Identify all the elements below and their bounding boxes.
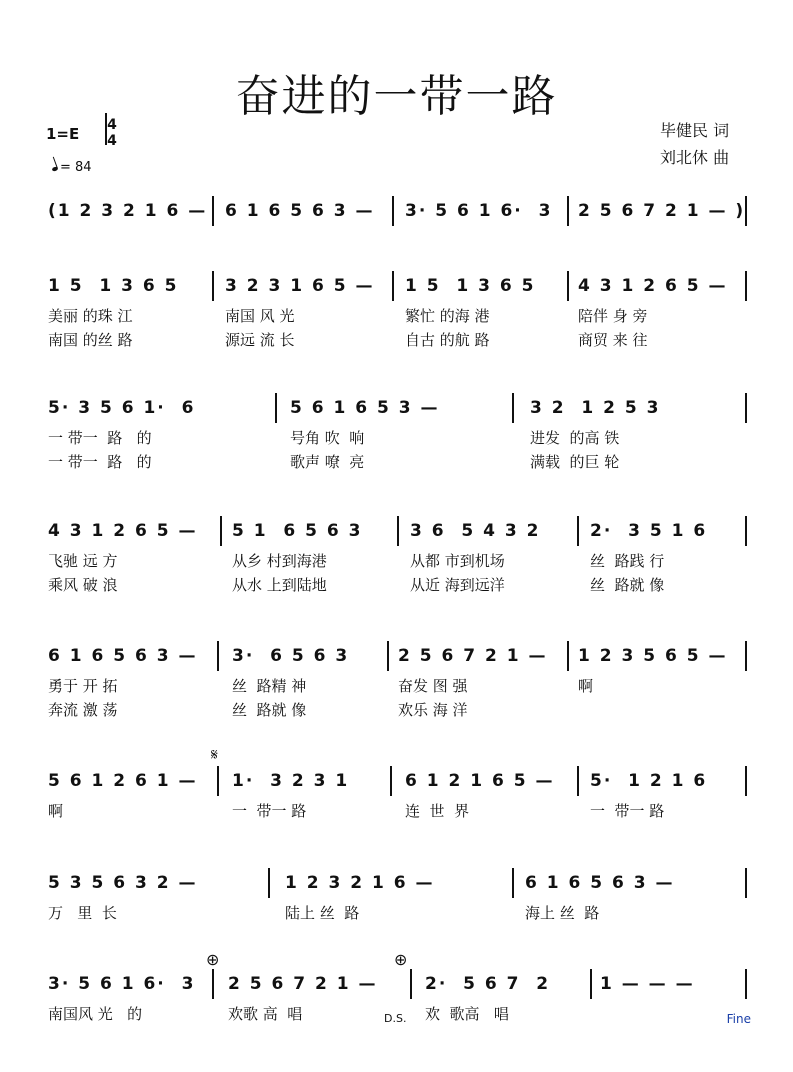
lyric-segment: 满载 的巨 轮 xyxy=(530,453,620,471)
score-title: 奋进的一带一路 xyxy=(235,71,558,122)
lyric-segment: 啊 xyxy=(578,677,594,695)
lyric-segment: 丝 路就 像 xyxy=(590,576,665,594)
bar-line xyxy=(745,393,747,423)
lyric-segment: 飞驰 远 方 xyxy=(48,552,118,570)
bar-line xyxy=(397,516,399,546)
measure-notes: 6 1 6 5 6 3 — xyxy=(225,201,375,221)
lyric-segment: 一 带一 路 xyxy=(590,802,665,820)
bar-line xyxy=(268,868,270,898)
measure-notes: 3· 5 6 1 6· 3 xyxy=(405,201,553,221)
lyric-segment: 陆上 丝 路 xyxy=(285,904,360,922)
lyric-segment: 啊 xyxy=(48,802,64,820)
bar-line xyxy=(745,516,747,546)
lyric-segment: 南国 风 光 xyxy=(225,307,295,325)
measure-notes: 6 1 6 5 6 3 — xyxy=(525,873,675,893)
lyric-segment: 从近 海到远洋 xyxy=(410,576,505,594)
lyric-segment: 自古 的航 路 xyxy=(405,331,490,349)
lyric-segment: 奔流 激 荡 xyxy=(48,701,118,719)
measure-notes: 5 6 1 6 5 3 — xyxy=(290,398,440,418)
lyric-segment: 海上 丝 路 xyxy=(525,904,600,922)
bar-line xyxy=(392,271,394,301)
lyric-segment: 进发 的高 铁 xyxy=(530,429,620,447)
measure-notes: 1 2 3 2 1 6 — xyxy=(285,873,435,893)
measure-notes: 1 5 1 3 6 5 xyxy=(405,276,536,296)
measure-notes: 4 3 1 2 6 5 — xyxy=(48,521,198,541)
bar-line xyxy=(212,271,214,301)
lyricist-credit: 毕健民 词 xyxy=(660,121,730,140)
bar-line xyxy=(745,196,747,226)
measure-notes: 1 5 1 3 6 5 xyxy=(48,276,179,296)
time-signature xyxy=(104,117,120,149)
lyric-segment: 陪伴 身 旁 xyxy=(578,307,648,325)
lyric-segment: 号角 吹 响 xyxy=(290,429,365,447)
lyric-segment: 丝 路就 像 xyxy=(232,701,307,719)
time-signature-top: 4 xyxy=(107,117,117,133)
measure-notes: 2 5 6 7 2 1 — ) xyxy=(578,201,746,221)
measure-notes: 3· 6 5 6 3 xyxy=(232,646,350,666)
bar-line xyxy=(745,969,747,999)
bar-line xyxy=(567,196,569,226)
coda-icon-1: ⊕ xyxy=(206,950,220,969)
lyric-segment: 欢乐 海 洋 xyxy=(398,701,468,719)
bar-line xyxy=(217,641,219,671)
segno-icon: 𝄋 xyxy=(211,745,218,764)
tempo-value: = 84 xyxy=(60,160,92,175)
bar-line xyxy=(390,766,392,796)
lyric-segment: 奋发 图 强 xyxy=(398,677,468,695)
measure-notes: 5 6 1 2 6 1 — xyxy=(48,771,198,791)
measure-notes: 1 2 3 5 6 5 — xyxy=(578,646,728,666)
measure-notes: 1 — — — xyxy=(600,974,695,994)
key-signature: 1=E xyxy=(46,125,80,143)
measure-notes: 6 1 6 5 6 3 — xyxy=(48,646,198,666)
measure-notes: 1· 3 2 3 1 xyxy=(232,771,350,791)
measure-notes: 2· 5 6 7 2 xyxy=(425,974,551,994)
bar-line xyxy=(512,393,514,423)
fine-label: Fine xyxy=(726,1012,751,1026)
measure-notes: 5 3 5 6 3 2 — xyxy=(48,873,198,893)
measure-notes: 3 6 5 4 3 2 xyxy=(410,521,541,541)
lyric-segment: 丝 路精 神 xyxy=(232,677,307,695)
lyric-segment: 连 世 界 xyxy=(405,802,470,820)
lyric-segment: 从都 市到机场 xyxy=(410,552,505,570)
lyric-segment: 源远 流 长 xyxy=(225,331,295,349)
bar-line xyxy=(212,196,214,226)
lyric-segment: 欢 歌高 唱 xyxy=(425,1005,509,1023)
measure-notes: 6 1 2 1 6 5 — xyxy=(405,771,555,791)
bar-line xyxy=(567,641,569,671)
time-signature-bar xyxy=(105,113,107,145)
measure-notes: 2 5 6 7 2 1 — xyxy=(228,974,378,994)
measure-notes: 3 2 1 2 5 3 xyxy=(530,398,661,418)
lyric-segment: 丝 路践 行 xyxy=(590,552,665,570)
lyric-segment: 一 带一 路 xyxy=(232,802,307,820)
measure-notes: 5· 3 5 6 1· 6 xyxy=(48,398,196,418)
measure-notes: 4 3 1 2 6 5 — xyxy=(578,276,728,296)
bar-line xyxy=(392,196,394,226)
measure-notes: 5· 1 2 1 6 xyxy=(590,771,708,791)
bar-line xyxy=(512,868,514,898)
measure-notes: 5 1 6 5 6 3 xyxy=(232,521,363,541)
lyric-segment: 南国风 光 的 xyxy=(48,1005,143,1023)
bar-line xyxy=(387,641,389,671)
bar-line xyxy=(590,969,592,999)
lyric-segment: 歌声 嘹 亮 xyxy=(290,453,365,471)
lyric-segment: 一 带一 路 的 xyxy=(48,429,152,447)
measure-notes: 3· 5 6 1 6· 3 xyxy=(48,974,196,994)
bar-line xyxy=(220,516,222,546)
bar-line xyxy=(577,766,579,796)
lyric-segment: 乘风 破 浪 xyxy=(48,576,118,594)
bar-line xyxy=(212,969,214,999)
composer-credit: 刘北休 曲 xyxy=(660,148,730,167)
ds-label: D.S. xyxy=(384,1012,407,1025)
lyric-segment: 一 带一 路 的 xyxy=(48,453,152,471)
bar-line xyxy=(275,393,277,423)
lyric-segment: 商贸 来 往 xyxy=(578,331,648,349)
bar-line xyxy=(745,271,747,301)
bar-line xyxy=(567,271,569,301)
lyric-segment: 从水 上到陆地 xyxy=(232,576,327,594)
time-signature-bottom: 4 xyxy=(107,133,117,149)
lyric-segment: 繁忙 的海 港 xyxy=(405,307,490,325)
lyric-segment: 勇于 开 拓 xyxy=(48,677,118,695)
bar-line xyxy=(577,516,579,546)
bar-line xyxy=(410,969,412,999)
lyric-segment: 南国 的丝 路 xyxy=(48,331,133,349)
measure-notes: 2 5 6 7 2 1 — xyxy=(398,646,548,666)
tempo-marking xyxy=(52,160,92,175)
coda-icon-2: ⊕ xyxy=(394,950,408,969)
lyric-segment: 万 里 长 xyxy=(48,904,117,922)
quarter-note-icon xyxy=(51,166,58,172)
lyric-segment: 从乡 村到海港 xyxy=(232,552,327,570)
measure-notes: (1 2 3 2 1 6 — xyxy=(48,201,208,221)
bar-line xyxy=(745,766,747,796)
lyric-segment: 美丽 的珠 江 xyxy=(48,307,133,325)
bar-line xyxy=(217,766,219,796)
bar-line xyxy=(745,641,747,671)
measure-notes: 3 2 3 1 6 5 — xyxy=(225,276,375,296)
bar-line xyxy=(745,868,747,898)
lyric-segment: 欢歌 高 唱 xyxy=(228,1005,303,1023)
measure-notes: 2· 3 5 1 6 xyxy=(590,521,708,541)
